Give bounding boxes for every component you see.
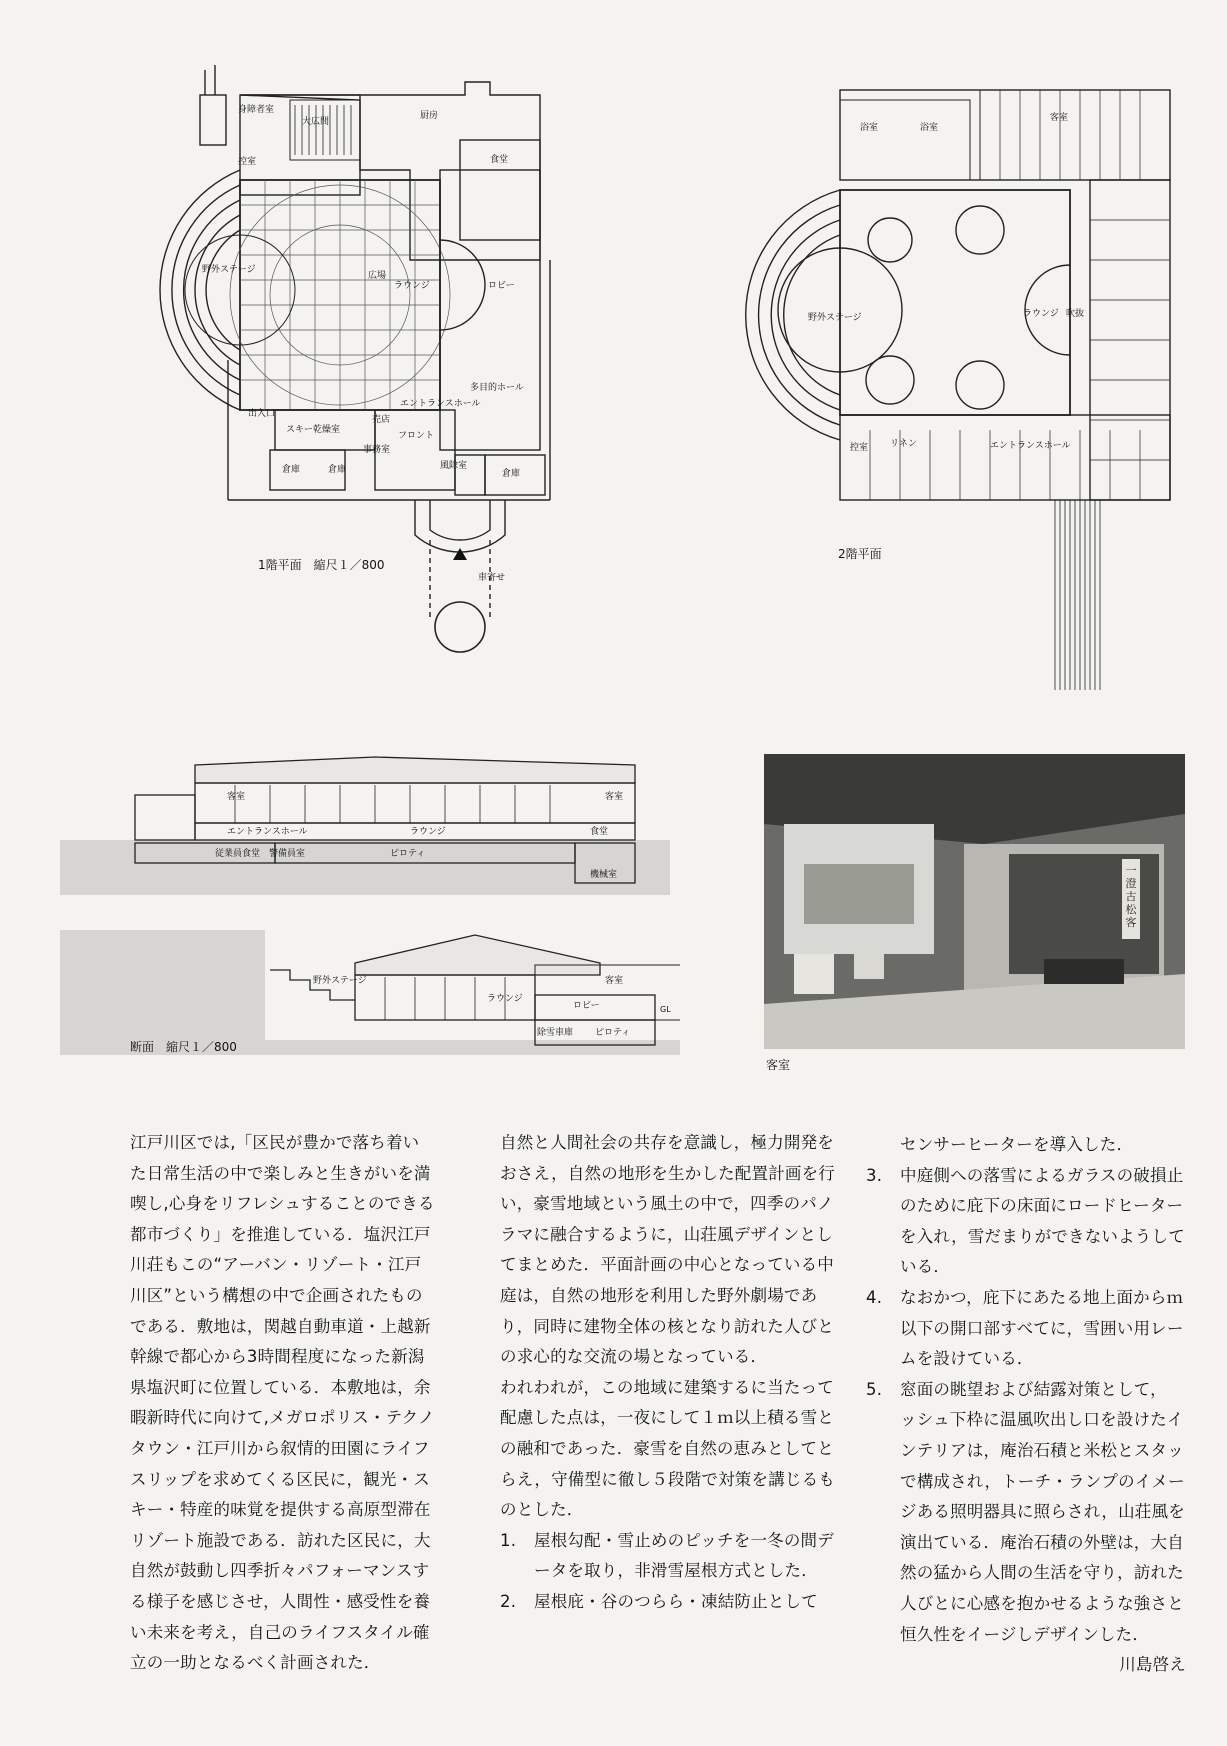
section2-label-guest: 客室 (605, 976, 624, 986)
plan1-label-kitchen: 厨房 (420, 111, 439, 121)
section1-label-piloti: ピロティ (390, 849, 426, 859)
list-number: 2. (500, 1591, 517, 1611)
col3-list-item (866, 1375, 1186, 1406)
first-floor-plan (110, 60, 620, 730)
list-text: 屋根勾配・雪止めのピッチを一冬の間データを取り，非滑雪屋根方式とした． (534, 1530, 834, 1581)
section2-label-garage: 除雪車庫 (537, 1028, 574, 1038)
section1-label-guest-left: 客室 (227, 792, 246, 802)
section2-label-gl: GL (660, 1005, 671, 1014)
author-name: 川島啓え (1119, 1655, 1186, 1675)
section2-label-stage: 野外ステージ (313, 976, 367, 986)
plan1-label-waiting: 身障者室 (238, 105, 275, 115)
plan1-label-exit: 出入口 (248, 409, 276, 419)
plan2-label-lounge: ラウンジ (1023, 309, 1059, 319)
list-text: 中庭側への落雪によるガラスの破損止のために庇下の床面にロードヒーターを入れ，雪だまりができないようしている． (900, 1165, 1185, 1277)
section1-label-entrance-hall: エントランスホール (227, 827, 308, 837)
section1-label-lounge: ラウンジ (410, 827, 446, 837)
plan1-label-office: 事務室 (363, 445, 391, 455)
plan1-label-lounge: ラウンジ (394, 281, 430, 291)
col3-list-item (866, 1161, 1186, 1283)
sections-drawing (55, 755, 680, 1075)
col1-paragraph: 江戸川区では,「区民が豊かで落ち着いた日常生活の中で楽しみと生きがいを満喫し,心身をリフレシュすることのできる都市づくり」を推進している．塩沢江戸川荘もこの“アーバン・リゾート・江戸川区”という構想の中で企画されたものである．敷地は，関越自動車道・上越新幹線で都心から3時間程度になった新潟県塩沢町に位置している．本敷地は，余暇新時代に向けて,メガロポリス・テクノタウン・江戸川から叙情的田園にライフスリップを求めてくる区民に，観光・スキー・特産的味覚を提供する高原型滞在リゾート施設である．訪れた区民に，大自然が鼓動し四季折々パフォーマンスする様子を感じさせ，人間性・感受性を養い未来を考え，自己のライフスタイル確立の一助となるべく計画された． (130, 1133, 435, 1673)
list-number: 5. (866, 1379, 883, 1399)
section2-label-lounge: ラウンジ (487, 994, 523, 1004)
plan2-caption: 2階平面 (838, 547, 882, 561)
plan2-label-bath2: 浴室 (920, 123, 939, 133)
list-text: なおかつ，庇下にあたる地上面からｍ以下の開口部すべてに，雪囲い用レームを設けている． (900, 1287, 1184, 1369)
plan1-label-storage3: 倉庫 (502, 469, 521, 479)
plan2-label-guest: 客室 (1050, 113, 1069, 123)
plan1-label-hall: 大広間 (302, 117, 330, 127)
list-text: 窓面の眺望および結露対策として， (900, 1379, 1167, 1399)
plan1-label-ski: スキー乾燥室 (286, 425, 341, 435)
section1-label-guest-right: 客室 (605, 792, 624, 802)
plan1-label-control: 控室 (238, 157, 257, 167)
plan2-label-atrium: 吹抜 (1066, 309, 1085, 319)
list-number: 1. (500, 1530, 517, 1550)
section2-label-piloti: ピロティ (595, 1028, 631, 1038)
section1-label-dining: 食堂 (590, 827, 609, 837)
section1-label-staff: 従業員食堂 警備員室 (215, 849, 306, 859)
plan2-label-bath1: 浴室 (860, 123, 879, 133)
second-floor-plan (690, 80, 1190, 700)
col2-paragraph-1: 自然と人間社会の共存を意識し，極力開発をおさえ，自然の地形を生かした配置計画を行い，豪雪地域という風土の中で，四季のパノラマに融合するように，山荘風デザインとしてまとめた．平面計画の中心となっている中庭は，自然の地形を利用した野外劇場であり，同時に建物全体の核となり訪れた人びとの求心的な交流の場となっている． (500, 1133, 835, 1367)
plan1-label-multi: 多目的ホール (470, 383, 524, 393)
plan2-label-control: 控室 (850, 443, 869, 453)
col3-list-item (866, 1283, 1186, 1375)
plan1-caption: 1階平面 縮尺１／800 (258, 558, 385, 572)
plan1-label-entrance-hall: エントランスホール (400, 399, 481, 409)
plan2-label-linen: リネン (890, 439, 917, 449)
plan1-label-shop: 売店 (372, 415, 391, 425)
col2-list-item (500, 1587, 840, 1618)
guest-room-photo (764, 754, 1185, 1049)
col3-paragraph: ッシュ下枠に温風吹出し口を設けたインテリアは，庵治石積と米松とスタッで構成され，トーチ・ランプのイメージある照明器具に照らされ，山荘風を演出ている．庵治石積の外壁は，大自然の猛から人間の生活を守り，訪れた人びとに心感を抱かせるような強さと恒久性をイージしデザインした． (900, 1410, 1185, 1644)
plan1-label-storage2: 倉庫 (328, 465, 347, 475)
text-column-2 (500, 1128, 840, 1618)
list-text: 屋根庇・谷のつらら・凍結防止として (534, 1591, 818, 1611)
plan1-label-windbreak: 風除室 (440, 461, 468, 471)
list-number: 3. (866, 1165, 883, 1185)
text-column-1 (130, 1128, 435, 1679)
plan1-label-front: フロント (398, 431, 435, 441)
text-column-3 (866, 1130, 1186, 1681)
scroll-text: 一澄古松客 (1125, 864, 1137, 929)
col3-continuation: センサーヒーターを導入した． (900, 1135, 1134, 1154)
plan1-label-storage1: 倉庫 (282, 465, 301, 475)
plan2-label-stage: 野外ステージ (808, 313, 862, 323)
col2-paragraph-2: われわれが，この地域に建築するに当たって配慮した点は，一夜にして１ｍ以上積る雪との融和であった．豪雪を自然の恵みとしてとらえ，守備型に徹し５段階で対策を講じるものとした． (500, 1377, 835, 1520)
section-caption: 断面 縮尺１／800 (130, 1040, 237, 1054)
plan1-label-porch: 車寄せ (478, 573, 506, 583)
photo-caption: 客室 (766, 1058, 791, 1072)
plan1-label-dining: 食堂 (490, 155, 509, 165)
section2-label-lobby: ロビー (573, 1001, 600, 1011)
list-number: 4. (866, 1287, 883, 1307)
plan1-label-stage: 野外ステージ (202, 265, 256, 275)
section1-label-machine: 機械室 (590, 870, 618, 880)
col2-list-item (500, 1526, 840, 1587)
plan1-label-plaza: 広場 (368, 271, 387, 281)
plan1-label-lobby: ロビー (488, 281, 515, 291)
plan2-label-entrance-hall: エントランスホール (990, 441, 1071, 451)
